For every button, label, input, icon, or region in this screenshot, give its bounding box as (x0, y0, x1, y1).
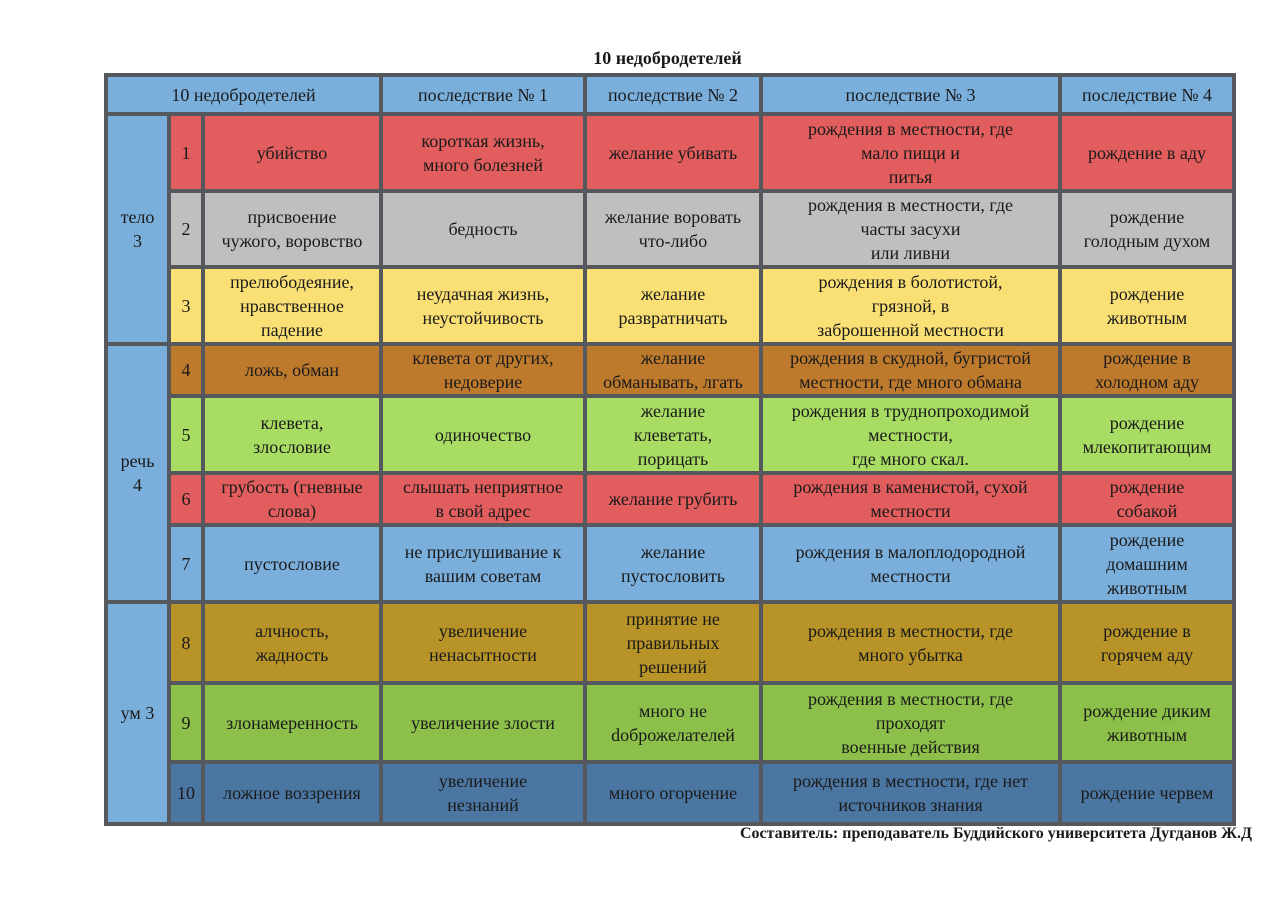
consequence-2: желание воровать что-либо (585, 191, 761, 267)
header-row (106, 75, 1234, 114)
row-number: 1 (169, 114, 203, 191)
table-row (106, 525, 1234, 602)
non-virtues-table (104, 73, 1236, 826)
consequence-4: рождение собакой (1060, 473, 1234, 525)
consequence-3: рождения в скудной, бугристой местности, где много обмана (761, 344, 1060, 396)
consequence-1: бедность (381, 191, 585, 267)
consequence-4: рождение диким животным (1060, 683, 1234, 762)
consequence-4: рождение домашним животным (1060, 525, 1234, 602)
consequence-1: одиночество (381, 396, 585, 473)
group-label: ум 3 (106, 602, 169, 824)
row-number: 8 (169, 602, 203, 683)
consequence-1: слышать неприятное в свой адрес (381, 473, 585, 525)
consequence-3: рождения в местности, где много убытка (761, 602, 1060, 683)
non-virtue-name: клевета, злословие (203, 396, 381, 473)
group-label: речь 4 (106, 344, 169, 602)
consequence-3: рождения в местности, где часты засухи или ливни (761, 191, 1060, 267)
consequence-4: рождение червем (1060, 762, 1234, 824)
consequence-2: желание развратничать (585, 267, 761, 344)
non-virtue-name: прелюбодеяние, нравственное падение (203, 267, 381, 344)
table-row (106, 602, 1234, 683)
consequence-2: желание клеветать, порицать (585, 396, 761, 473)
header-consequence-2: последствие № 2 (585, 75, 761, 114)
table-row (106, 344, 1234, 396)
consequence-2: принятие не правильных решений (585, 602, 761, 683)
non-virtue-name: алчность, жадность (203, 602, 381, 683)
non-virtue-name: убийство (203, 114, 381, 191)
consequence-4: рождение в горячем аду (1060, 602, 1234, 683)
non-virtue-name: присвоение чужого, воровство (203, 191, 381, 267)
consequence-2: желание убивать (585, 114, 761, 191)
consequence-3: рождения в местности, где нет источников знания (761, 762, 1060, 824)
non-virtue-name: ложь, обман (203, 344, 381, 396)
row-number: 2 (169, 191, 203, 267)
row-number: 3 (169, 267, 203, 344)
consequence-1: неудачная жизнь, неустойчивость (381, 267, 585, 344)
row-number: 6 (169, 473, 203, 525)
consequence-3: рождения в малоплодородной местности (761, 525, 1060, 602)
document-title: 10 недобродетелей (593, 48, 742, 68)
table-body (106, 75, 1234, 824)
consequence-1: увеличение незнаний (381, 762, 585, 824)
consequence-4: рождение животным (1060, 267, 1234, 344)
table-row (106, 683, 1234, 762)
author-credit: Составитель: преподаватель Буддийского университета Дугданов Ж.Д (739, 825, 1252, 842)
consequence-1: короткая жизнь, много болезней (381, 114, 585, 191)
consequence-4: рождение в холодном аду (1060, 344, 1234, 396)
header-consequence-3: последствие № 3 (761, 75, 1060, 114)
row-number: 9 (169, 683, 203, 762)
consequence-1: клевета от других, недоверие (381, 344, 585, 396)
header-non-virtues: 10 недобродетелей (106, 75, 381, 114)
non-virtue-name: грубость (гневные слова) (203, 473, 381, 525)
row-number: 4 (169, 344, 203, 396)
consequence-1: увеличение злости (381, 683, 585, 762)
consequence-1: не прислушивание к вашим советам (381, 525, 585, 602)
non-virtue-name: ложное воззрения (203, 762, 381, 824)
consequence-3: рождения в болотистой, грязной, в заброшенной местности (761, 267, 1060, 344)
row-number: 7 (169, 525, 203, 602)
table-row (106, 473, 1234, 525)
consequence-3: рождения в каменистой, сухой местности (761, 473, 1060, 525)
table-row (106, 267, 1234, 344)
consequence-3: рождения в местности, где проходят военные действия (761, 683, 1060, 762)
table-row (106, 114, 1234, 191)
non-virtue-name: злонамеренность (203, 683, 381, 762)
consequence-2: желание грубить (585, 473, 761, 525)
consequence-4: рождение в аду (1060, 114, 1234, 191)
consequence-1: увеличение ненасытности (381, 602, 585, 683)
consequence-3: рождения в труднопроходимой местности, где много скал. (761, 396, 1060, 473)
table-row (106, 762, 1234, 824)
table-row (106, 396, 1234, 473)
table-row (106, 191, 1234, 267)
consequence-4: рождение млекопитающим (1060, 396, 1234, 473)
header-consequence-1: последствие № 1 (381, 75, 585, 114)
consequence-3: рождения в местности, где мало пищи и питья (761, 114, 1060, 191)
row-number: 10 (169, 762, 203, 824)
consequence-2: желание пустословить (585, 525, 761, 602)
consequence-2: много не dоброжелателей (585, 683, 761, 762)
row-number: 5 (169, 396, 203, 473)
group-label: тело 3 (106, 114, 169, 344)
consequence-2: много огорчение (585, 762, 761, 824)
consequence-4: рождение голодным духом (1060, 191, 1234, 267)
consequence-2: желание обманывать, лгать (585, 344, 761, 396)
header-consequence-4: последствие № 4 (1060, 75, 1234, 114)
non-virtue-name: пустословие (203, 525, 381, 602)
